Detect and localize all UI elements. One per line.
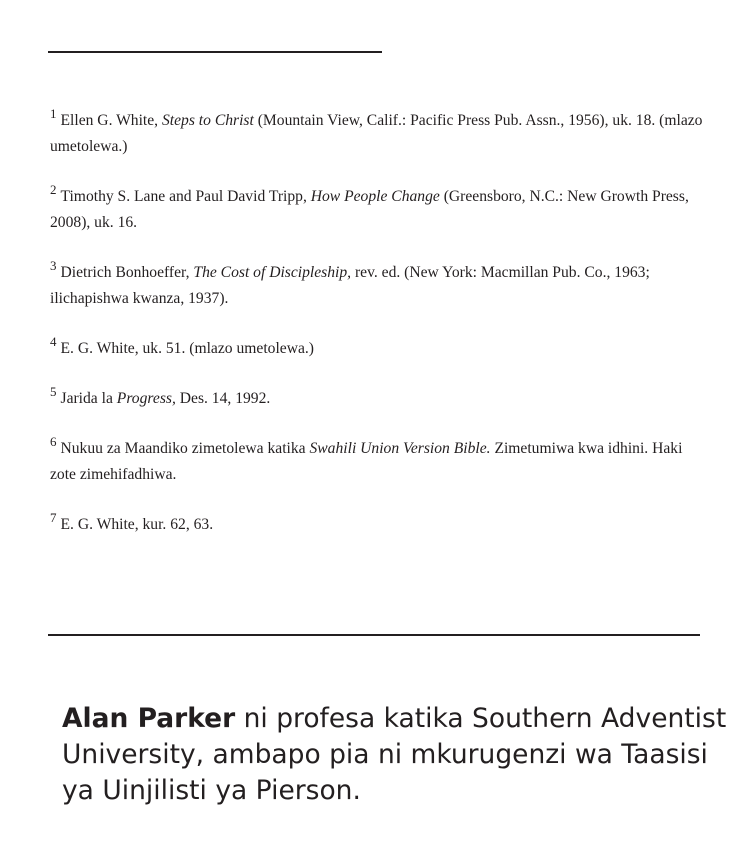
footnote-title: The Cost of Discipleship, <box>193 264 352 281</box>
footnote-3 <box>50 260 710 312</box>
footnote-number: 2 <box>50 182 57 197</box>
footnote-text: Ellen G. White, <box>60 112 162 129</box>
top-divider <box>48 51 382 53</box>
footnote-text-after: rev. ed. (New York: Macmillan Pub. Co., 1963; ilichapishwa kwanza, 1937). <box>50 264 650 307</box>
footnote-text-after: Des. 14, 1992. <box>175 390 271 407</box>
footnote-1 <box>50 108 710 160</box>
footnote-number: 1 <box>50 106 57 121</box>
footnote-title: Steps to Christ <box>161 112 254 129</box>
footnotes-list <box>50 108 710 562</box>
author-name: Alan Parker <box>62 703 236 734</box>
bottom-divider <box>48 634 700 636</box>
footnote-text: Dietrich Bonhoeffer, <box>60 264 194 281</box>
footnote-number: 4 <box>50 334 57 349</box>
footnote-text: Jarida la <box>60 390 117 407</box>
footnote-6 <box>50 436 710 488</box>
footnote-title: Progress, <box>116 390 176 407</box>
author-bio <box>62 701 742 809</box>
footnote-text-after: Zimetumiwa kwa idhini. Haki zote zimehifadhiwa. <box>50 440 683 483</box>
footnote-5 <box>50 386 710 412</box>
footnote-text-after: (Greensboro, N.C.: New Growth Press, 2008), uk. 16. <box>50 188 689 231</box>
footnote-text: Nukuu za Maandiko zimetolewa katika <box>60 440 310 457</box>
footnote-number: 6 <box>50 434 57 449</box>
footnote-text-after: (Mountain View, Calif.: Pacific Press Pub. Assn., 1956), uk. 18. (mlazo umetolewa.) <box>50 112 703 155</box>
footnote-text: E. G. White, kur. 62, 63. <box>60 516 214 533</box>
footnote-4 <box>50 336 710 362</box>
footnote-7 <box>50 512 710 538</box>
footnote-number: 3 <box>50 258 57 273</box>
footnote-title: Swahili Union Version Bible. <box>309 440 491 457</box>
footnote-text: Timothy S. Lane and Paul David Tripp, <box>60 188 311 205</box>
footnote-2 <box>50 184 710 236</box>
footnote-text: E. G. White, uk. 51. (mlazo umetolewa.) <box>60 340 314 357</box>
footnote-number: 7 <box>50 510 57 525</box>
footnote-number: 5 <box>50 384 57 399</box>
footnote-title: How People Change <box>310 188 440 205</box>
author-bio-text: ni profesa katika Southern Adventist University, ambapo pia ni mkurugenzi wa Taasisi ya Uinjilisti ya Pierson. <box>62 703 727 806</box>
